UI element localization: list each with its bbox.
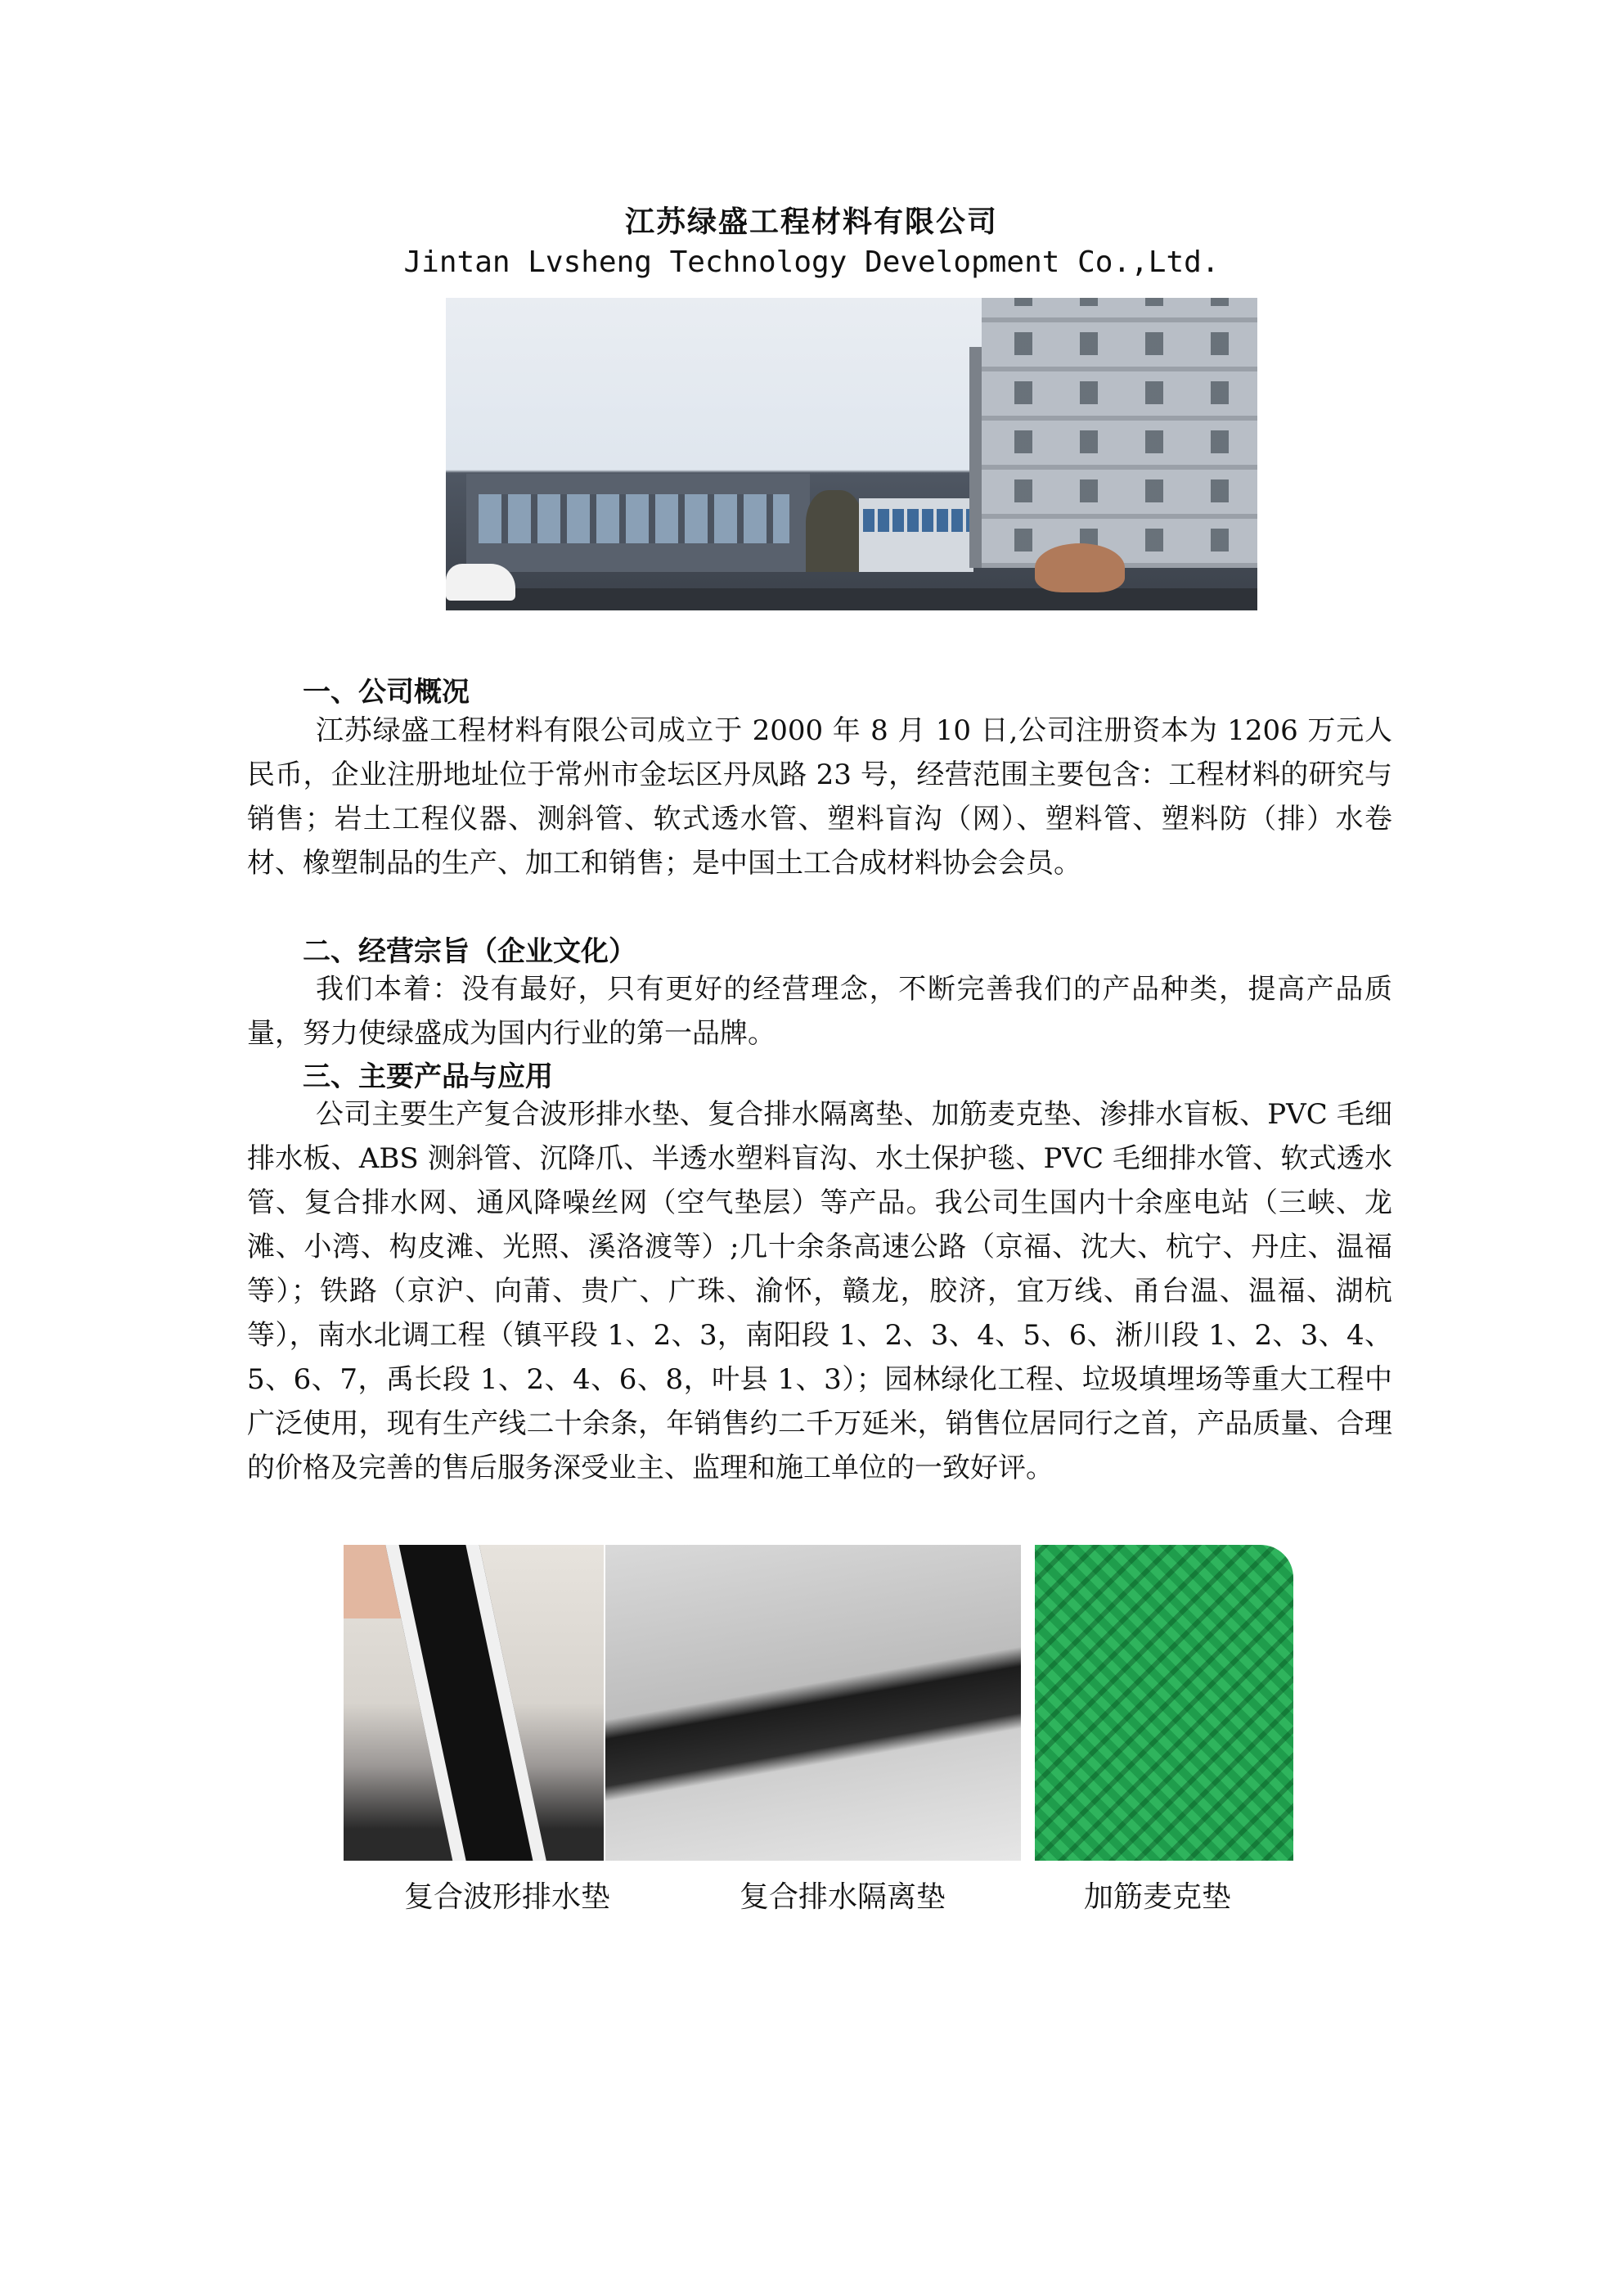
product-photo-reinforced-mat: [1035, 1545, 1293, 1861]
section-heading-products: 三、主要产品与应用: [303, 1060, 553, 1093]
section-body-products: 公司主要生产复合波形排水垫、复合排水隔离垫、加筋麦克垫、渗排水盲板、PVC 毛细排水板、ABS 测斜管、沉降爪、半透水塑料盲沟、水土保护毯、PVC 毛细排水管、软式透水管、复合排水网、通风降噪丝网（空气垫层）等产品。我公司生国内十余座电站（三峡、龙滩、小湾、构皮滩、光照、溪洛渡等）;几十余条高速公路（京福、沈大、杭宁、丹庄、温福等）；铁路（京沪、向莆、贵广、广珠、渝怀，赣龙，胶济，宜万线、甬台温、温福、湖杭等），南水北调工程（镇平段 1、2、3，南阳段 1、2、3、4、5、6、淅川段 1、2、3、4、5、6、7，禹长段 1、2、4、6、8，叶县 1、3）；园林绿化工程、垃圾填埋场等重大工程中广泛使用，现有生产线二十余条，年销售约二千万延米，销售位居同行之首，产品质量、合理的价格及完善的售后服务深受业主、监理和施工单位的一致好评。: [247, 1098, 1392, 1484]
section-heading-overview: 一、公司概况: [303, 676, 470, 709]
company-title-en: Jintan Lvsheng Technology Development Co.,Ltd.: [403, 245, 1220, 279]
section-body-culture: 我们本着：没有最好，只有更好的经营理念，不断完善我们的产品种类，提高产品质量，努力使绿盛成为国内行业的第一品牌。: [247, 973, 1392, 1050]
product-caption-3: 加筋麦克垫: [1083, 1880, 1231, 1914]
company-building-photo: [446, 298, 1257, 610]
product-photo-drainage-isolation-mat: [605, 1545, 1021, 1861]
product-caption-2: 复合排水隔离垫: [739, 1880, 946, 1914]
product-caption-1: 复合波形排水垫: [403, 1880, 610, 1914]
product-photo-wave-drainage-mat: [344, 1545, 604, 1861]
section-body-overview: 江苏绿盛工程材料有限公司成立于 2000 年 8 月 10 日,公司注册资本为 1206 万元人民币，企业注册地址位于常州市金坛区丹凤路 23 号，经营范围主要包含：工程材料的研究与销售；岩土工程仪器、测斜管、软式透水管、塑料盲沟（网）、塑料管、塑料防（排）水卷材、橡塑制品的生产、加工和销售；是中国土工合成材料协会会员。: [247, 714, 1392, 880]
company-title-cn: 江苏绿盛工程材料有限公司: [624, 205, 998, 239]
section-heading-culture: 二、经营宗旨（企业文化）: [303, 935, 636, 968]
